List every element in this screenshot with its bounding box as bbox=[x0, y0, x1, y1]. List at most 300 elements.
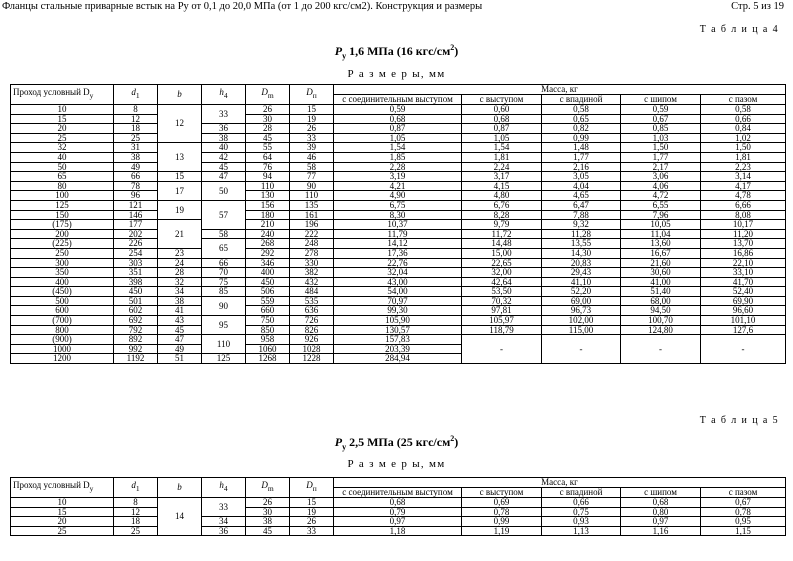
table-row bbox=[11, 335, 786, 345]
table-cell: 15 bbox=[290, 498, 334, 508]
table-cell: 6,66 bbox=[701, 200, 786, 210]
col-dm-header: $D_m$ bbox=[246, 85, 290, 105]
table-cell: 1,77 bbox=[621, 152, 701, 162]
table-cell: 0,60 bbox=[462, 105, 542, 115]
table-cell: 90 bbox=[290, 181, 334, 191]
table-row bbox=[11, 143, 786, 153]
table-cell: 54,00 bbox=[334, 287, 462, 297]
table-cell: 150 bbox=[11, 210, 114, 220]
table-cell: 161 bbox=[290, 210, 334, 220]
table-cell: 70 bbox=[202, 268, 246, 278]
table-cell: 2,23 bbox=[701, 162, 786, 172]
table-cell: 196 bbox=[290, 220, 334, 230]
table-cell: 0,95 bbox=[701, 517, 786, 527]
table-cell: 0,78 bbox=[701, 507, 786, 517]
table-cell: 14,30 bbox=[542, 248, 621, 258]
table-cell: 1,05 bbox=[334, 133, 462, 143]
table-cell: 124,80 bbox=[621, 325, 701, 335]
table-cell: 850 bbox=[246, 325, 290, 335]
table-cell: 0,58 bbox=[701, 105, 786, 115]
col-mass-groove: с пазом bbox=[701, 488, 786, 498]
table-cell: 0,69 bbox=[462, 498, 542, 508]
table-cell: 0,99 bbox=[462, 517, 542, 527]
table-cell: 32,00 bbox=[462, 268, 542, 278]
col-mass-recess: с впадиной bbox=[542, 95, 621, 105]
table-cell: 1,15 bbox=[701, 526, 786, 536]
table-cell: 39 bbox=[290, 143, 334, 153]
table-cell: 38 bbox=[158, 296, 202, 306]
table-cell: 13,70 bbox=[701, 239, 786, 249]
table-cell: 100,70 bbox=[621, 316, 701, 326]
table-cell: 15 bbox=[11, 507, 114, 517]
table-cell: 268 bbox=[246, 239, 290, 249]
table-cell: 180 bbox=[246, 210, 290, 220]
table-cell: 0,67 bbox=[701, 498, 786, 508]
table-cell: 38 bbox=[114, 152, 158, 162]
pressure-superscript: 2 bbox=[450, 434, 455, 443]
table-cell: 130 bbox=[246, 191, 290, 201]
table-cell: 13,55 bbox=[542, 239, 621, 249]
table-cell: 70,32 bbox=[462, 296, 542, 306]
table-cell: 400 bbox=[11, 277, 114, 287]
table-cell: 127,6 bbox=[701, 325, 786, 335]
table-cell: 10 bbox=[11, 105, 114, 115]
table-row bbox=[11, 258, 786, 268]
table-cell: 10 bbox=[11, 498, 114, 508]
table-cell: 25 bbox=[114, 133, 158, 143]
col-mass-tongue: с шипом bbox=[621, 488, 701, 498]
table-cell: 96,60 bbox=[701, 306, 786, 316]
table-cell: 58 bbox=[290, 162, 334, 172]
table-cell: 926 bbox=[290, 335, 334, 345]
table-cell: 2,17 bbox=[621, 162, 701, 172]
table-cell: 96,73 bbox=[542, 306, 621, 316]
table-cell: 0,82 bbox=[542, 124, 621, 134]
col-mass-header: Масса, кг bbox=[334, 478, 786, 488]
table-cell: 4,15 bbox=[462, 181, 542, 191]
table-cell: 1,50 bbox=[701, 143, 786, 153]
table-cell: 506 bbox=[246, 287, 290, 297]
table-row bbox=[11, 248, 786, 258]
table-cell: 102,00 bbox=[542, 316, 621, 326]
table-cell: 46 bbox=[290, 152, 334, 162]
table-cell: 85 bbox=[202, 287, 246, 297]
table-cell: 3,05 bbox=[542, 172, 621, 182]
table-cell: 43 bbox=[158, 316, 202, 326]
table-cell: 8 bbox=[114, 105, 158, 115]
table-cell: 66 bbox=[202, 258, 246, 268]
table-cell: 90 bbox=[202, 296, 246, 315]
table-cell: 33,10 bbox=[701, 268, 786, 278]
table-cell: 40 bbox=[202, 143, 246, 153]
table-row bbox=[11, 105, 786, 115]
table-row bbox=[11, 229, 786, 239]
table-cell: 96 bbox=[114, 191, 158, 201]
table-cell: 36 bbox=[202, 526, 246, 536]
table-cell: 4,78 bbox=[701, 191, 786, 201]
table-row bbox=[11, 239, 786, 249]
table-cell: 31 bbox=[114, 143, 158, 153]
table-cell: 49 bbox=[158, 344, 202, 354]
table-cell: 0,68 bbox=[462, 114, 542, 124]
table-cell: 600 bbox=[11, 306, 114, 316]
table-row bbox=[11, 210, 786, 220]
table-cell: 38 bbox=[246, 517, 290, 527]
table-cell: 0,85 bbox=[621, 124, 701, 134]
table-cell: 32 bbox=[11, 143, 114, 153]
table-cell: 292 bbox=[246, 248, 290, 258]
table-cell: 57 bbox=[202, 200, 246, 229]
table-cell: 7,88 bbox=[542, 210, 621, 220]
table-cell: 69,00 bbox=[542, 296, 621, 306]
col-dn-header: $D_п$ bbox=[290, 85, 334, 105]
pressure-subscript: у bbox=[342, 51, 347, 61]
table-cell: 4,72 bbox=[621, 191, 701, 201]
table-cell: 300 bbox=[11, 258, 114, 268]
table4-dimensions-label: Р а з м е р ы, мм bbox=[347, 68, 446, 80]
table-cell: 3,06 bbox=[621, 172, 701, 182]
table-cell: 130,57 bbox=[334, 325, 462, 335]
table-cell: 4,17 bbox=[701, 181, 786, 191]
table-cell: 284,94 bbox=[334, 354, 462, 364]
col-d1-header: $d_1$ bbox=[114, 85, 158, 105]
table-cell: 2,24 bbox=[462, 162, 542, 172]
table-cell: 95 bbox=[202, 316, 246, 335]
table-row bbox=[11, 268, 786, 278]
table-cell: 0,65 bbox=[542, 114, 621, 124]
table-cell: 202 bbox=[114, 229, 158, 239]
table-cell: 250 bbox=[11, 248, 114, 258]
col-mass-recess: с впадиной bbox=[542, 488, 621, 498]
table-cell: 146 bbox=[114, 210, 158, 220]
table-cell: 660 bbox=[246, 306, 290, 316]
table-cell: 110 bbox=[290, 191, 334, 201]
table-cell: 450 bbox=[246, 277, 290, 287]
table-cell: 64 bbox=[246, 152, 290, 162]
table-cell: - bbox=[621, 335, 701, 364]
table-cell: 484 bbox=[290, 287, 334, 297]
table-cell: 0,97 bbox=[334, 517, 462, 527]
table-cell: 0,78 bbox=[462, 507, 542, 517]
col-mass-connecting: с соединительным выступом bbox=[334, 488, 462, 498]
table-cell: 19 bbox=[290, 507, 334, 517]
table-cell: 41,10 bbox=[542, 277, 621, 287]
table-cell: 200 bbox=[11, 229, 114, 239]
col-mass-header: Масса, кг bbox=[334, 85, 786, 95]
table-cell: 45 bbox=[246, 133, 290, 143]
table-cell: 1028 bbox=[290, 344, 334, 354]
table-cell: - bbox=[542, 335, 621, 364]
table-row bbox=[11, 277, 786, 287]
table-cell: 2,28 bbox=[334, 162, 462, 172]
col-b-header: b bbox=[158, 85, 202, 105]
table-cell: 11,28 bbox=[542, 229, 621, 239]
pressure-superscript: 2 bbox=[450, 43, 455, 52]
table5-dimensions-label: Р а з м е р ы, мм bbox=[347, 458, 446, 470]
table-cell: 602 bbox=[114, 306, 158, 316]
table-cell: 7,96 bbox=[621, 210, 701, 220]
table-cell: 3,14 bbox=[701, 172, 786, 182]
table-cell: 20 bbox=[11, 517, 114, 527]
table-cell: 26 bbox=[246, 105, 290, 115]
table-cell: 47 bbox=[202, 172, 246, 182]
table-cell: 94 bbox=[246, 172, 290, 182]
table-cell: 11,20 bbox=[701, 229, 786, 239]
table-cell: 15 bbox=[290, 105, 334, 115]
table-cell: 1268 bbox=[246, 354, 290, 364]
table-cell: - bbox=[462, 335, 542, 364]
table-cell: 222 bbox=[290, 229, 334, 239]
table-cell: 1,02 bbox=[701, 133, 786, 143]
table-cell: 66 bbox=[114, 172, 158, 182]
table-cell: 36 bbox=[202, 124, 246, 134]
table-cell: 41 bbox=[158, 306, 202, 316]
table-cell: 1,85 bbox=[334, 152, 462, 162]
table-cell: 17 bbox=[158, 181, 202, 200]
table-cell: 1,18 bbox=[334, 526, 462, 536]
table-cell: 535 bbox=[290, 296, 334, 306]
table-cell: 33 bbox=[290, 133, 334, 143]
table-cell: 105,90 bbox=[334, 316, 462, 326]
table-cell: 0,68 bbox=[621, 498, 701, 508]
table-row bbox=[11, 526, 786, 536]
table-cell: 21 bbox=[158, 220, 202, 249]
table-cell: 26 bbox=[246, 498, 290, 508]
table-cell: 8,30 bbox=[334, 210, 462, 220]
table-cell: 11,72 bbox=[462, 229, 542, 239]
table-row bbox=[11, 191, 786, 201]
table-row bbox=[11, 114, 786, 124]
table-cell: 1,19 bbox=[462, 526, 542, 536]
col-mass-protrusion: с выступом bbox=[462, 95, 542, 105]
table-cell: 25 bbox=[11, 526, 114, 536]
table-cell: 6,75 bbox=[334, 200, 462, 210]
table-cell: 41,70 bbox=[701, 277, 786, 287]
table-cell: 68,00 bbox=[621, 296, 701, 306]
table-cell: 636 bbox=[290, 306, 334, 316]
table-cell: 692 bbox=[114, 316, 158, 326]
table-cell: 20,83 bbox=[542, 258, 621, 268]
table-cell: 0,75 bbox=[542, 507, 621, 517]
table-cell: 4,04 bbox=[542, 181, 621, 191]
table-cell: 33 bbox=[290, 526, 334, 536]
table-cell: 1,50 bbox=[621, 143, 701, 153]
table-cell: 51 bbox=[158, 354, 202, 364]
table-cell: 70,97 bbox=[334, 296, 462, 306]
table-cell: 19 bbox=[290, 114, 334, 124]
col-h4-header: $h_4$ bbox=[202, 85, 246, 105]
flange-table-4 bbox=[10, 84, 786, 364]
table-cell: 28 bbox=[158, 268, 202, 278]
table-cell: 203,39 bbox=[334, 344, 462, 354]
table-cell: 69,90 bbox=[701, 296, 786, 306]
table-cell: 1,13 bbox=[542, 526, 621, 536]
pressure-close: ) bbox=[454, 44, 459, 58]
table-cell: 3,19 bbox=[334, 172, 462, 182]
table-cell: 78 bbox=[114, 181, 158, 191]
table-cell: 2,16 bbox=[542, 162, 621, 172]
flange-table-5 bbox=[10, 477, 786, 536]
table-cell: 26 bbox=[290, 124, 334, 134]
table-cell: 52,20 bbox=[542, 287, 621, 297]
table-cell: 43,00 bbox=[334, 277, 462, 287]
table-cell: 350 bbox=[11, 268, 114, 278]
pressure-symbol: P bbox=[334, 435, 343, 449]
table-cell: 0,97 bbox=[621, 517, 701, 527]
table-cell: 105,97 bbox=[462, 316, 542, 326]
table-cell: 12 bbox=[114, 507, 158, 517]
table-cell: 226 bbox=[114, 239, 158, 249]
table-cell: 0,93 bbox=[542, 517, 621, 527]
table-row bbox=[11, 498, 786, 508]
table-cell: 33 bbox=[202, 105, 246, 124]
table-cell: 501 bbox=[114, 296, 158, 306]
table-cell: 125 bbox=[202, 354, 246, 364]
table-cell: 30,60 bbox=[621, 268, 701, 278]
table-cell: 52,40 bbox=[701, 287, 786, 297]
table-cell: 6,47 bbox=[542, 200, 621, 210]
table-cell: 99,30 bbox=[334, 306, 462, 316]
table-cell: 0,59 bbox=[334, 105, 462, 115]
table-cell: 23 bbox=[158, 248, 202, 258]
table4-pressure-title bbox=[0, 43, 793, 60]
table-cell: (175) bbox=[11, 220, 114, 230]
table-cell: 0,84 bbox=[701, 124, 786, 134]
table-row bbox=[11, 287, 786, 297]
table-cell: 50 bbox=[202, 181, 246, 200]
table-cell: 97,81 bbox=[462, 306, 542, 316]
table-cell: 8 bbox=[114, 498, 158, 508]
table-cell: 55 bbox=[246, 143, 290, 153]
table-cell: 1060 bbox=[246, 344, 290, 354]
table-cell: 1,05 bbox=[462, 133, 542, 143]
table-cell: (700) bbox=[11, 316, 114, 326]
table-cell: 1,77 bbox=[542, 152, 621, 162]
table-cell: 1192 bbox=[114, 354, 158, 364]
table-cell: 22,76 bbox=[334, 258, 462, 268]
table-cell: 12 bbox=[114, 114, 158, 124]
table-cell: 58 bbox=[202, 229, 246, 239]
table-cell: 958 bbox=[246, 335, 290, 345]
table-cell: 22,10 bbox=[701, 258, 786, 268]
table-row bbox=[11, 517, 786, 527]
table-cell: 254 bbox=[114, 248, 158, 258]
table-cell: 210 bbox=[246, 220, 290, 230]
table-cell: 726 bbox=[290, 316, 334, 326]
table-row bbox=[11, 316, 786, 326]
table-cell: 1,81 bbox=[701, 152, 786, 162]
table-cell: 14,12 bbox=[334, 239, 462, 249]
pressure-subscript: у bbox=[342, 442, 347, 452]
table-row bbox=[11, 162, 786, 172]
table-cell: 8,08 bbox=[701, 210, 786, 220]
table-cell: 1,48 bbox=[542, 143, 621, 153]
table-cell: 26 bbox=[290, 517, 334, 527]
table-cell: 10,37 bbox=[334, 220, 462, 230]
table-cell: 21,60 bbox=[621, 258, 701, 268]
table-cell: 0,68 bbox=[334, 498, 462, 508]
page-header bbox=[0, 1, 793, 15]
table-cell: 559 bbox=[246, 296, 290, 306]
table-cell: 398 bbox=[114, 277, 158, 287]
table-cell: 110 bbox=[202, 335, 246, 354]
table-cell: 9,32 bbox=[542, 220, 621, 230]
table-cell: 45 bbox=[202, 162, 246, 172]
col-mass-connecting: с соединительным выступом bbox=[334, 95, 462, 105]
table-cell: 0,87 bbox=[334, 124, 462, 134]
table5-pressure-title bbox=[0, 434, 793, 451]
table-cell: 157,83 bbox=[334, 335, 462, 345]
table-cell: - bbox=[701, 335, 786, 364]
col-dy-header: Проход условный $D_у$ bbox=[11, 85, 114, 105]
pressure-text: 2,5 МПа (25 кгс/см bbox=[346, 435, 451, 449]
table-cell: 34 bbox=[158, 287, 202, 297]
col-b-header: b bbox=[158, 478, 202, 498]
table-cell: 15,00 bbox=[462, 248, 542, 258]
table-cell: 0,59 bbox=[621, 105, 701, 115]
table-cell: 0,79 bbox=[334, 507, 462, 517]
table-row bbox=[11, 133, 786, 143]
table-cell: 65 bbox=[202, 239, 246, 258]
table-cell: 450 bbox=[114, 287, 158, 297]
table-cell: 22,65 bbox=[462, 258, 542, 268]
table-cell: 34 bbox=[202, 517, 246, 527]
table-cell: 0,87 bbox=[462, 124, 542, 134]
table-cell: 346 bbox=[246, 258, 290, 268]
table-cell: 100 bbox=[11, 191, 114, 201]
table-cell: (900) bbox=[11, 335, 114, 345]
col-dy-header: Проход условный $D_у$ bbox=[11, 478, 114, 498]
table-cell: 16,86 bbox=[701, 248, 786, 258]
table-cell: 1,81 bbox=[462, 152, 542, 162]
table-row bbox=[11, 220, 786, 230]
table-cell: 1,54 bbox=[462, 143, 542, 153]
table-cell: 800 bbox=[11, 325, 114, 335]
table-cell: 40 bbox=[11, 152, 114, 162]
table-cell: 0,99 bbox=[542, 133, 621, 143]
table-cell: 13 bbox=[158, 143, 202, 172]
table-cell: 10,05 bbox=[621, 220, 701, 230]
table-cell: 33 bbox=[202, 498, 246, 517]
table-cell: 0,58 bbox=[542, 105, 621, 115]
table-cell: 8,28 bbox=[462, 210, 542, 220]
table-cell: 47 bbox=[158, 335, 202, 345]
table-cell: 1000 bbox=[11, 344, 114, 354]
table-cell: 30 bbox=[246, 507, 290, 517]
table-cell: 6,76 bbox=[462, 200, 542, 210]
table-cell: 45 bbox=[246, 526, 290, 536]
table-cell: 4,90 bbox=[334, 191, 462, 201]
table-cell: 42 bbox=[202, 152, 246, 162]
table-cell: 3,17 bbox=[462, 172, 542, 182]
pressure-close: ) bbox=[454, 435, 459, 449]
table-cell: 25 bbox=[11, 133, 114, 143]
table-cell: 20 bbox=[11, 124, 114, 134]
table-cell: 248 bbox=[290, 239, 334, 249]
table-cell: 32,04 bbox=[334, 268, 462, 278]
table-cell: 10,17 bbox=[701, 220, 786, 230]
table-cell: 750 bbox=[246, 316, 290, 326]
table-cell: 135 bbox=[290, 200, 334, 210]
table-cell: 9,79 bbox=[462, 220, 542, 230]
table-cell: 4,80 bbox=[462, 191, 542, 201]
table-cell: 28 bbox=[246, 124, 290, 134]
col-mass-protrusion: с выступом bbox=[462, 488, 542, 498]
col-h4-header: $h_4$ bbox=[202, 478, 246, 498]
table-cell: 1,54 bbox=[334, 143, 462, 153]
table-cell: 382 bbox=[290, 268, 334, 278]
table-cell: 121 bbox=[114, 200, 158, 210]
